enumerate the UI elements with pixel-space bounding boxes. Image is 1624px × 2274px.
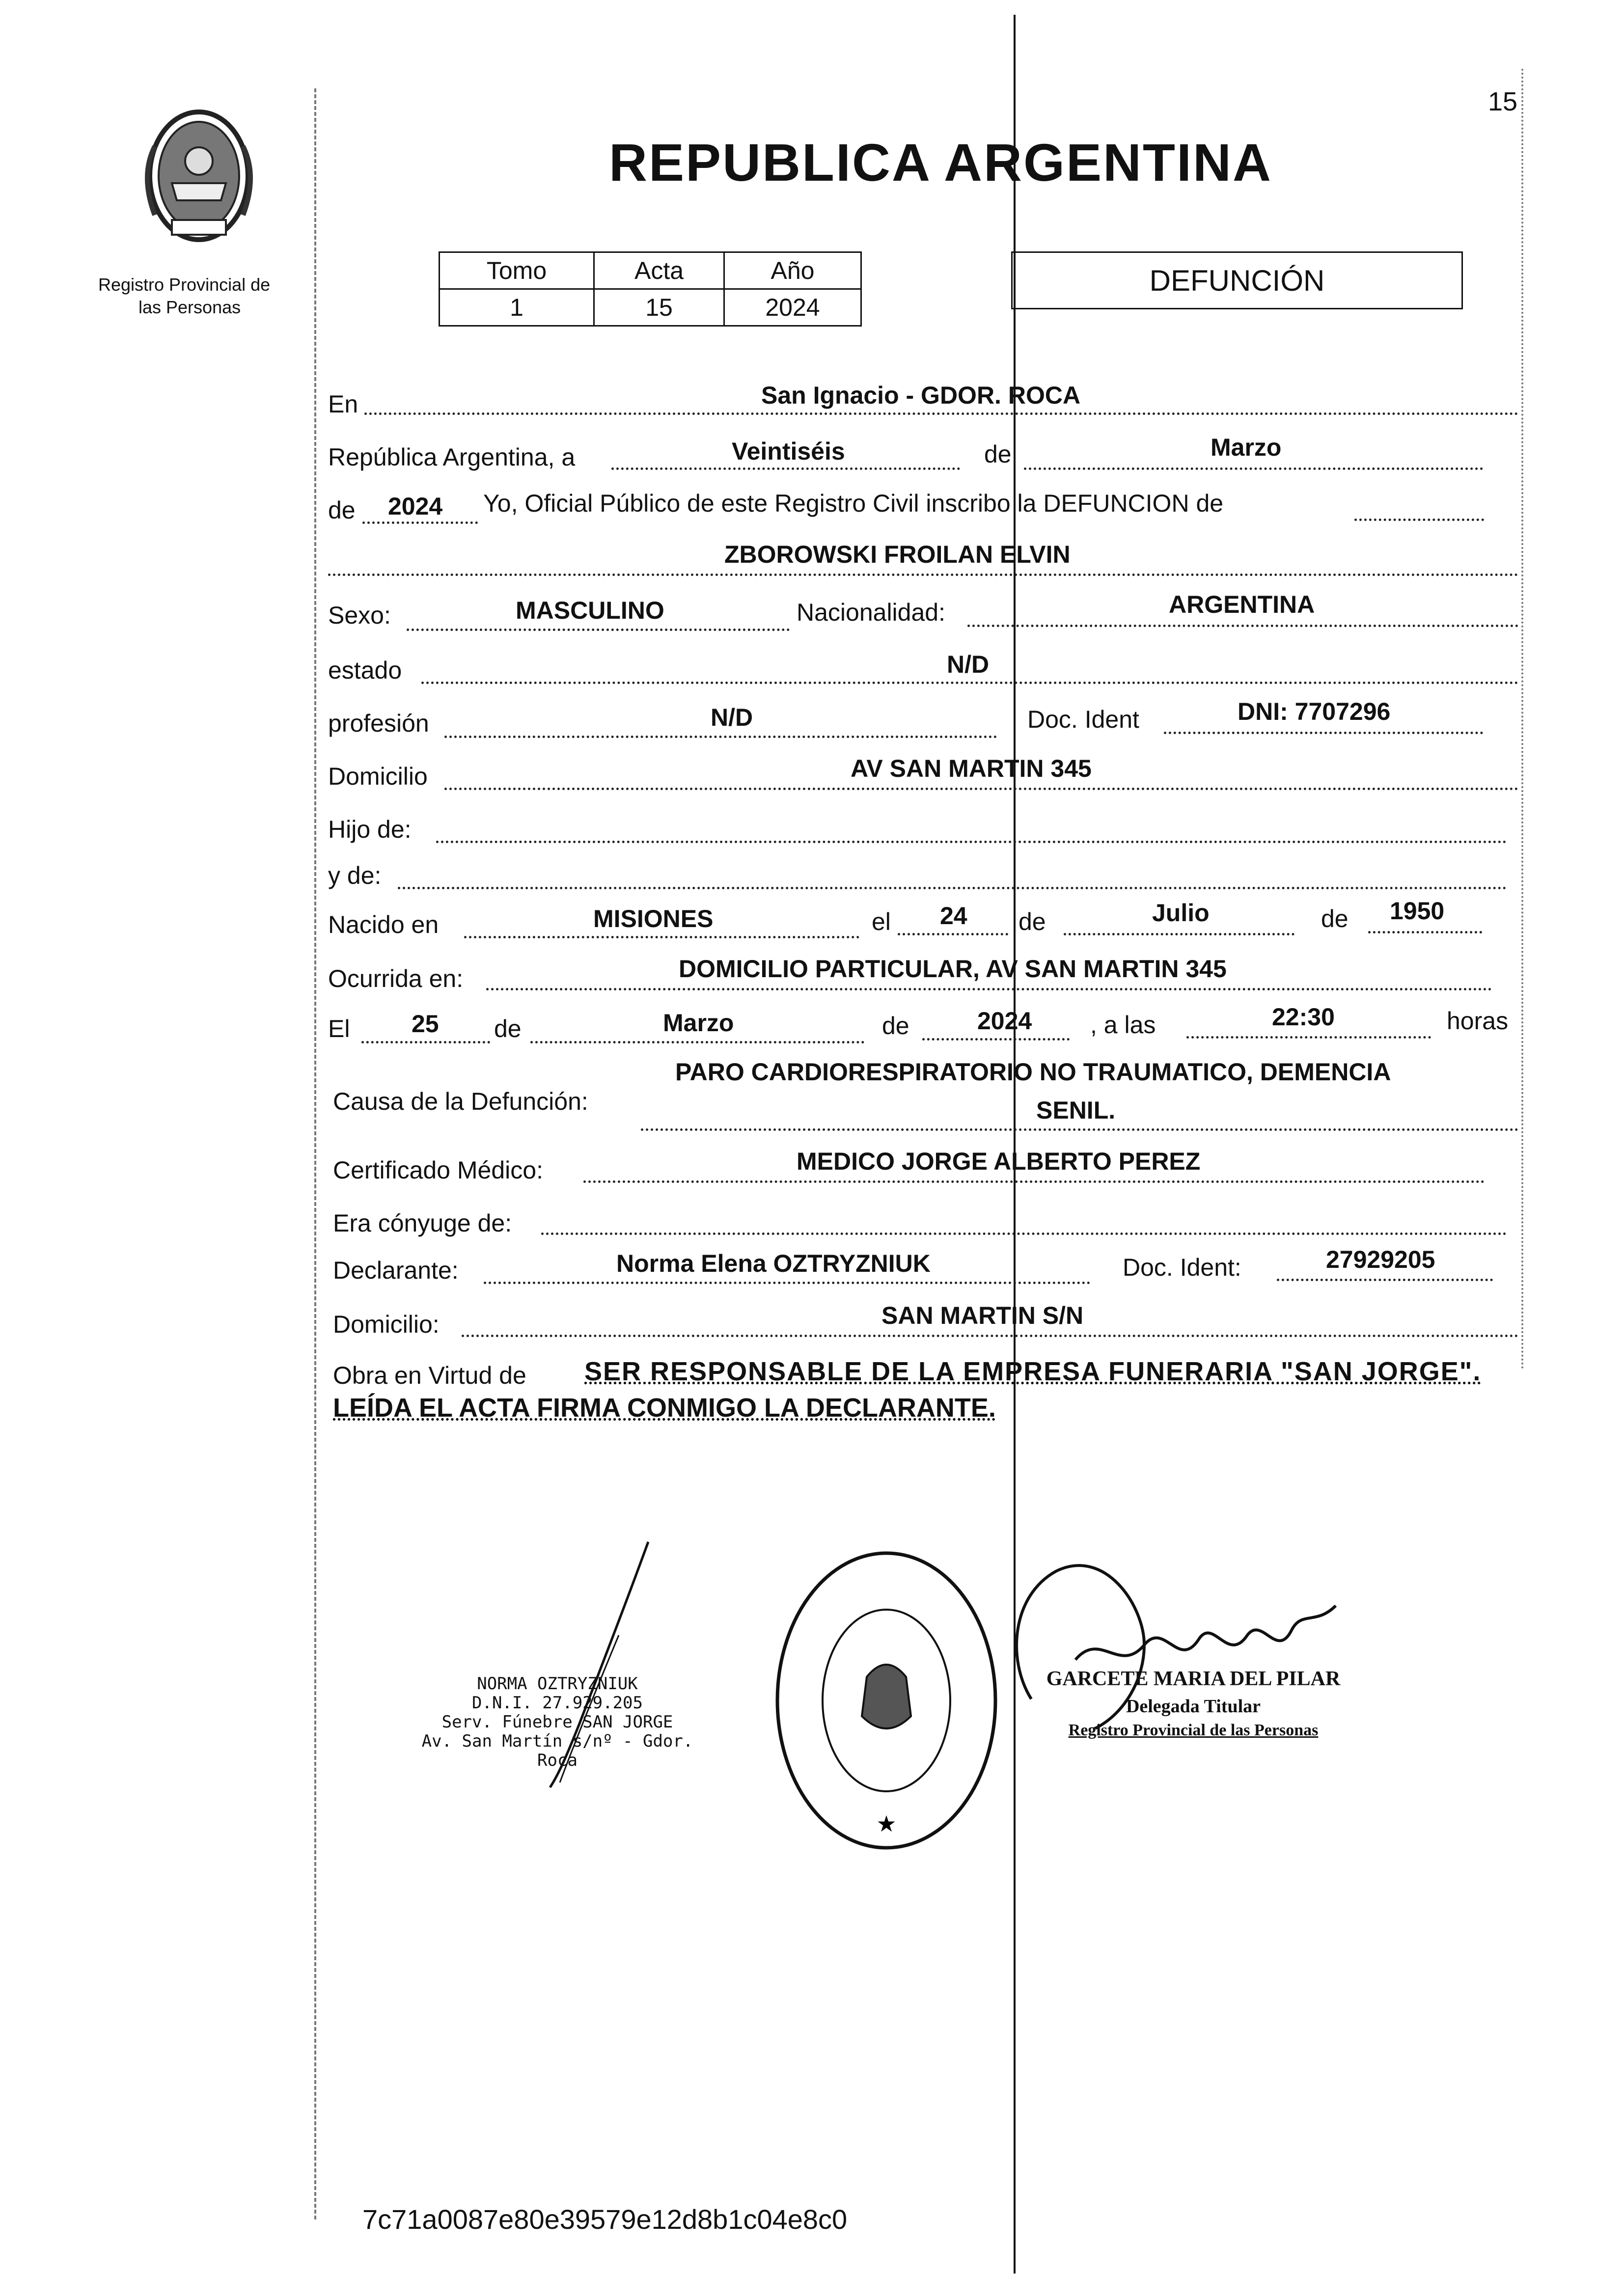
line-nac-mes [1064, 933, 1294, 935]
page-number: 15 [1488, 87, 1518, 116]
value-certificado: MEDICO JORGE ALBERTO PEREZ [797, 1148, 1201, 1175]
label-y-de: y de: [328, 862, 382, 889]
value-declarante: Norma Elena OZTRYZNIUK [616, 1250, 931, 1277]
line-def-mes [530, 1041, 864, 1043]
label-sexo: Sexo: [328, 602, 391, 629]
line-dia [611, 467, 960, 470]
line-tail-yo [1354, 519, 1484, 521]
label-el: el [872, 908, 891, 935]
official-stamp-line-3: Registro Provincial de las Personas [1068, 1721, 1319, 1739]
label-nacionalidad: Nacionalidad: [797, 599, 945, 626]
label-de-5: de [494, 1015, 522, 1042]
label-el-cap: El [328, 1015, 350, 1042]
label-a-las: , a las [1090, 1011, 1156, 1039]
official-stamp-line-2: Delegada Titular [1126, 1696, 1261, 1717]
value-nac-anio: 1950 [1390, 897, 1445, 925]
line-mes [1024, 467, 1483, 470]
line-nacido-en [464, 936, 859, 938]
line-ocurrida [486, 988, 1492, 990]
value-declarante-domicilio: SAN MARTIN S/N [881, 1302, 1084, 1329]
line-def-anio [922, 1038, 1070, 1041]
value-nombre: ZBOROWSKI FROILAN ELVIN [724, 541, 1071, 568]
line-nac-anio [1368, 931, 1482, 933]
anio-value: 2024 [724, 289, 861, 326]
left-margin-line [314, 88, 316, 2219]
value-def-anio: 2024 [977, 1007, 1032, 1035]
anio-header: Año [724, 252, 861, 289]
value-nac-dia: 24 [940, 902, 967, 930]
line-certificado [583, 1180, 1485, 1183]
center-fold-line [1014, 15, 1016, 2274]
value-causa-1: PARO CARDIORESPIRATORIO NO TRAUMATICO, DEMENCIA [675, 1058, 1391, 1086]
label-de-6: de [882, 1012, 909, 1040]
line-declarante-domicilio [462, 1335, 1518, 1337]
declarant-stamp-line-3: Serv. Fúnebre SAN JORGE [441, 1712, 673, 1732]
label-ocurrida-en: Ocurrida en: [328, 965, 464, 992]
value-nacionalidad: ARGENTINA [1169, 591, 1315, 618]
official-stamp-line-1: GARCETE MARIA DEL PILAR [1046, 1668, 1341, 1690]
document-hash: 7c71a0087e80e39579e12d8b1c04e8c0 [362, 2204, 848, 2235]
acta-header: Acta [594, 252, 724, 289]
tomo-value: 1 [440, 289, 594, 326]
label-certificado: Certificado Médico: [333, 1156, 543, 1184]
label-doc-ident-2: Doc. Ident: [1123, 1254, 1241, 1281]
label-de-1: de [984, 440, 1012, 468]
label-yo: Yo, Oficial Público de este Registro Civil inscribo la DEFUNCION de [483, 490, 1224, 517]
value-declarante-doc: 27929205 [1326, 1246, 1435, 1273]
value-obra-1: SER RESPONSABLE DE LA EMPRESA FUNERARIA "SAN JORGE". [584, 1357, 1482, 1386]
line-declarante-doc [1277, 1279, 1493, 1281]
value-def-hora: 22:30 [1272, 1003, 1335, 1031]
line-y-de [398, 887, 1507, 889]
official-seal [769, 1544, 1004, 1856]
line-nacionalidad [967, 625, 1518, 627]
label-de-2: de [328, 496, 356, 524]
line-def-hora [1186, 1036, 1431, 1039]
value-ocurrida: DOMICILIO PARTICULAR, AV SAN MARTIN 345 [679, 955, 1227, 983]
province-logo [125, 102, 273, 249]
value-profesion: N/D [711, 704, 753, 731]
line-nombre [328, 574, 1518, 576]
label-republica: República Argentina, a [328, 443, 576, 471]
label-estado: estado [328, 657, 402, 684]
value-nac-mes: Julio [1152, 899, 1210, 927]
label-causa: Causa de la Defunción: [333, 1088, 588, 1115]
label-de-3: de [1018, 908, 1046, 935]
value-mes: Marzo [1211, 434, 1282, 461]
line-hijo-de [436, 841, 1507, 843]
label-profesion: profesión [328, 710, 429, 737]
label-horas: horas [1447, 1007, 1509, 1035]
line-lugar [364, 412, 1518, 415]
svg-text:★: ★ [876, 1810, 897, 1837]
line-conyuge [541, 1233, 1507, 1235]
tomo-header: Tomo [440, 252, 594, 289]
label-doc-ident: Doc. Ident [1027, 706, 1139, 733]
right-margin-line [1521, 69, 1523, 1370]
label-hijo-de: Hijo de: [328, 816, 412, 843]
official-stamp [1021, 1667, 1365, 1740]
value-anio: 2024 [388, 493, 443, 520]
document-type-box [1011, 251, 1463, 309]
line-doc [1164, 732, 1483, 734]
value-def-mes: Marzo [663, 1009, 734, 1037]
acta-value: 15 [594, 289, 724, 326]
value-obra-2: LEÍDA EL ACTA FIRMA CONMIGO LA DECLARANTE. [333, 1393, 996, 1423]
register-table [439, 251, 862, 327]
label-domicilio-2: Domicilio: [333, 1311, 440, 1338]
label-domicilio: Domicilio [328, 763, 428, 790]
value-domicilio: AV SAN MARTIN 345 [851, 755, 1092, 782]
value-def-dia: 25 [412, 1010, 439, 1038]
declarant-stamp [415, 1674, 700, 1770]
declarant-stamp-line-4: Av. San Martín s/nº - Gdor. Roca [421, 1731, 693, 1771]
declarant-stamp-line-1: NORMA OZTRYZNIUK [477, 1674, 638, 1694]
line-estado [421, 682, 1518, 684]
line-causa [641, 1128, 1518, 1131]
registry-label-1: Registro Provincial de [98, 274, 271, 295]
value-nacido-en: MISIONES [593, 905, 714, 932]
label-declarante: Declarante: [333, 1257, 459, 1284]
value-doc: DNI: 7707296 [1238, 698, 1391, 725]
value-estado: N/D [947, 651, 990, 678]
value-causa-2: SENIL. [1036, 1096, 1116, 1124]
label-conyuge: Era cónyuge de: [333, 1209, 512, 1237]
value-sexo: MASCULINO [516, 597, 664, 624]
page-title: REPUBLICA ARGENTINA [609, 133, 1272, 192]
label-en: En [328, 390, 358, 418]
line-declarante [484, 1282, 1090, 1284]
value-dia: Veintiséis [732, 438, 845, 465]
declarant-stamp-line-2: D.N.I. 27.929.205 [472, 1693, 643, 1713]
document-type: DEFUNCIÓN [1149, 264, 1325, 297]
line-nac-dia [898, 933, 1008, 935]
label-de-4: de [1321, 905, 1349, 932]
value-lugar: San Ignacio - GDOR. ROCA [761, 382, 1081, 409]
label-obra: Obra en Virtud de [333, 1362, 526, 1389]
label-nacido-en: Nacido en [328, 911, 439, 938]
line-sexo [407, 629, 790, 631]
registry-label-2: las Personas [138, 297, 241, 317]
line-def-dia [361, 1041, 490, 1043]
line-profesion [444, 736, 997, 738]
line-anio [362, 521, 478, 524]
line-domicilio [444, 788, 1518, 790]
